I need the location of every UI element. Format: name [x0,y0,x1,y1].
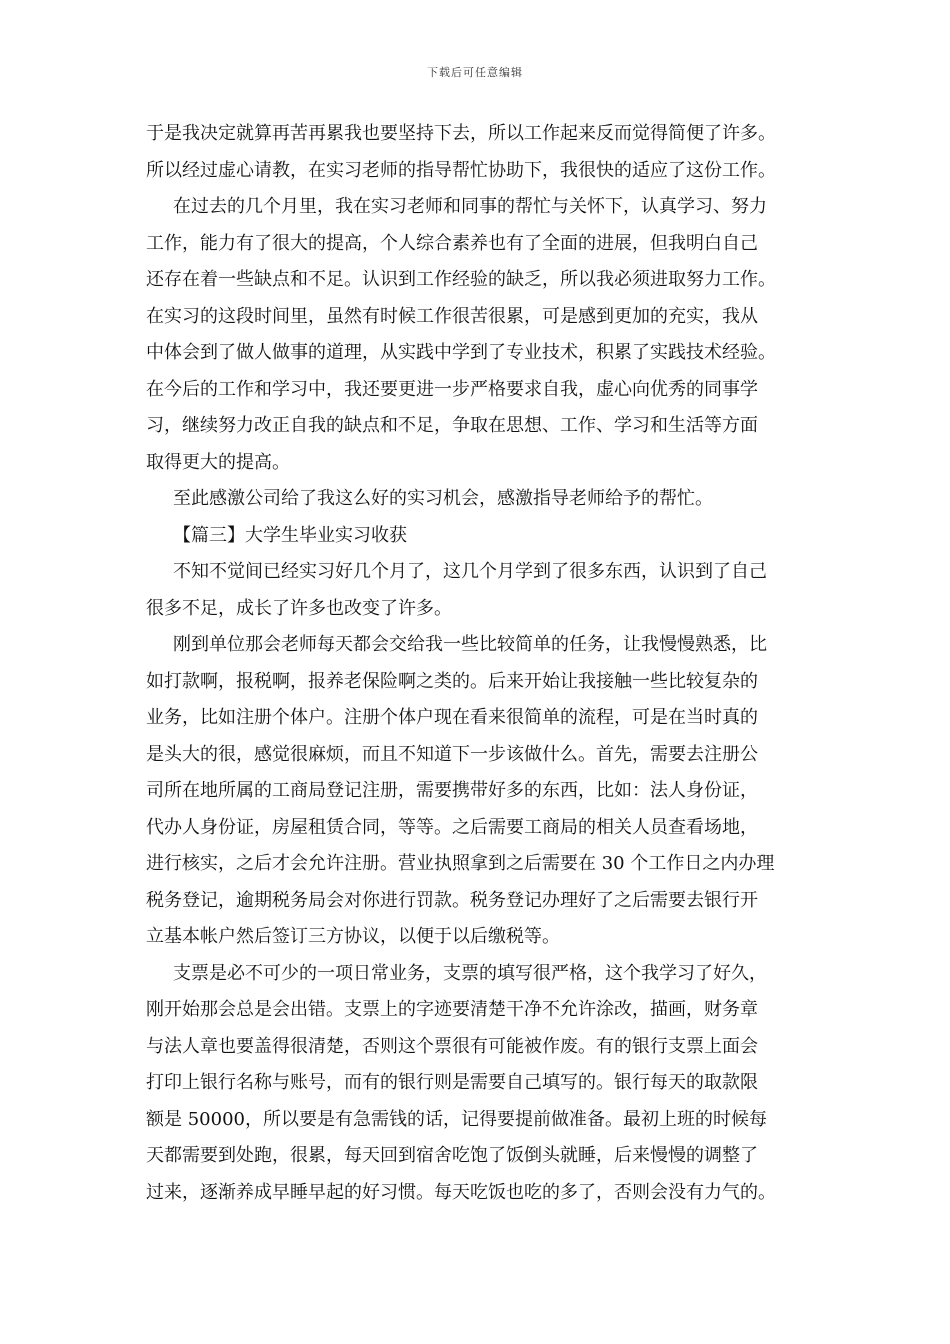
text-line: 税务登记，逾期税务局会对你进行罚款。税务登记办理好了之后需要去银行开 [146,889,758,911]
text-line: 立基本帐户然后签订三方协议，以便于以后缴税等。 [146,926,560,947]
text-line: 在过去的几个月里，我在实习老师和同事的帮忙与关怀下，认真学习、努力 [173,196,767,217]
text-line: 额是 50000，所以要是有急需钱的话，记得要提前做准备。最初上班的时候每 [146,1108,767,1130]
text-line: 中体会到了做人做事的道理，从实践中学到了专业技术，积累了实践技术经验。 [146,342,776,363]
text-line: 在实习的这段时间里，虽然有时候工作很苦很累，可是感到更加的充实，我从 [146,305,758,327]
text-line: 于是我决定就算再苦再累我也要坚持下去，所以工作起来反而觉得简便了许多。 [146,123,776,144]
text-line: 司所在地所属的工商局登记注册，需要携带好多的东西，比如：法人身份证， [146,780,758,801]
text-line: 【篇三】大学生毕业实习收获 [173,524,407,546]
text-line: 进行核实，之后才会允许注册。营业执照拿到之后需要在 30 个工作日之内办理 [146,853,775,874]
text-line: 是头大的很，感觉很麻烦，而且不知道下一步该做什么。首先，需要去注册公 [146,743,758,765]
text-line: 业务，比如注册个体户。注册个体户现在看来很简单的流程，可是在当时真的 [146,707,758,728]
text-line: 刚开始那会总是会出错。支票上的字迹要清楚干净不允许涂改，描画，财务章 [146,999,758,1020]
text-line: 支票是必不可少的一项日常业务，支票的填写很严格，这个我学习了好久， [173,962,767,984]
text-line: 如打款啊，报税啊，报养老保险啊之类的。后来开始让我接触一些比较复杂的 [146,670,758,692]
text-line: 与法人章也要盖得很清楚，否则这个票很有可能被作废。有的银行支票上面会 [146,1035,758,1057]
text-line: 所以经过虚心请教，在实习老师的指导帮忙协助下，我很快的适应了这份工作。 [146,159,776,181]
document-body [146,116,826,1211]
text-line: 取得更大的提高。 [146,451,290,473]
page-header: 下载后可任意编辑 [427,66,523,79]
text-line: 天都需要到处跑，很累，每天回到宿舍吃饱了饭倒头就睡，后来慢慢的调整了 [146,1145,758,1166]
text-line: 工作，能力有了很大的提高，个人综合素养也有了全面的进展，但我明白自己 [146,232,758,254]
text-line: 还存在着一些缺点和不足。认识到工作经验的缺乏，所以我必须进取努力工作。 [146,269,776,290]
text-line: 刚到单位那会老师每天都会交给我一些比较简单的任务，让我慢慢熟悉，比 [173,634,767,655]
text-line: 习，继续努力改正自我的缺点和不足，争取在思想、工作、学习和生活等方面 [146,415,758,436]
text-line: 至此感激公司给了我这么好的实习机会，感激指导老师给予的帮忙。 [173,488,713,509]
text-line: 过来，逐渐养成早睡早起的好习惯。每天吃饭也吃的多了，否则会没有力气的。 [146,1181,776,1203]
text-line: 代办人身份证，房屋租赁合同，等等。之后需要工商局的相关人员查看场地， [146,816,758,838]
text-line: 打印上银行名称与账号，而有的银行则是需要自己填写的。银行每天的取款限 [146,1072,758,1093]
text-line: 在今后的工作和学习中，我还要更进一步严格要求自我，虚心向优秀的同事学 [146,378,758,400]
text-line: 很多不足，成长了许多也改变了许多。 [146,597,452,619]
text-line: 不知不觉间已经实习好几个月了，这几个月学到了很多东西，认识到了自己 [173,561,767,582]
